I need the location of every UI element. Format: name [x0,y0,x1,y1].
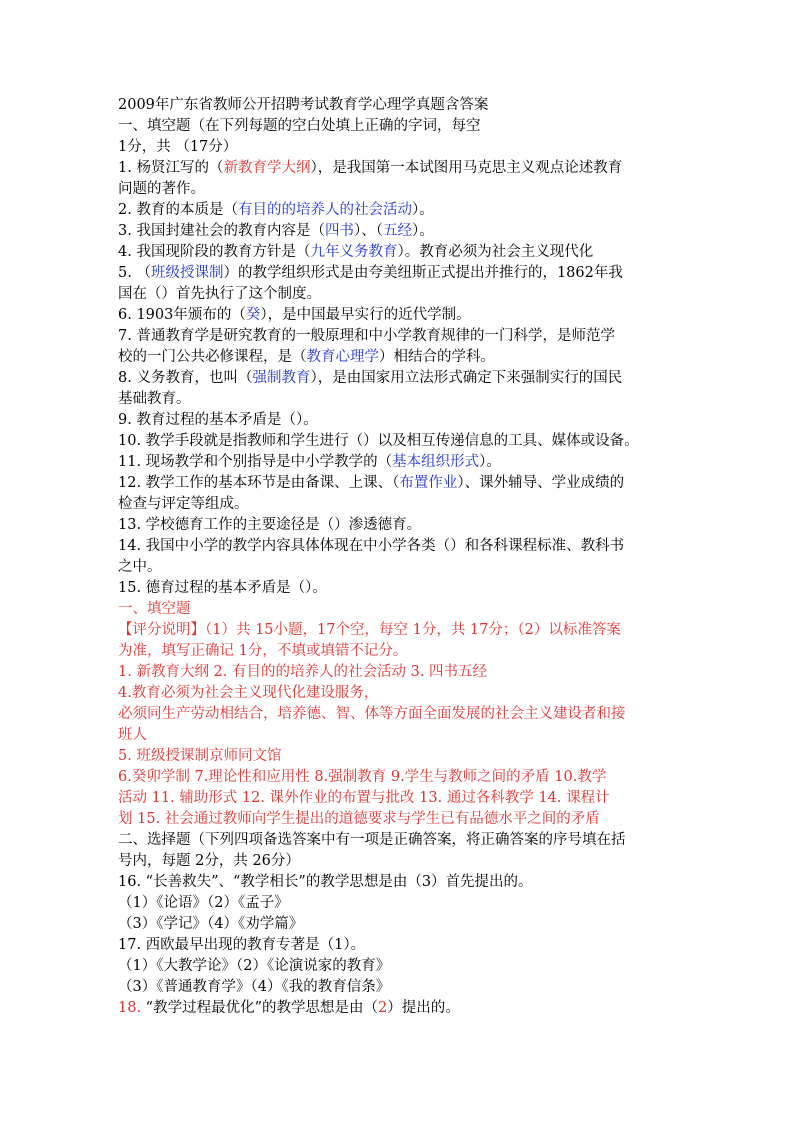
question-1 [118,158,684,179]
question-5-cont: 国在（）首先执行了这个制度。 [118,286,321,302]
answer-text: 有目的的培养人的社会活动 [237,202,412,218]
question-text: 12. 教学工作的基本环节是由备课、上课、（ [118,475,400,491]
question-3 [118,221,684,242]
question-12 [118,473,684,494]
question-text: 11. 现场教学和个别指导是中小学教学的（ [118,454,393,470]
question-16: 16. “长善救失”、“教学相长”的教学思想是由（3）首先提出的。 [118,874,533,890]
question-2 [118,200,684,221]
question-8 [118,368,684,389]
question-16-options: （1）《论语》（2）《孟子》 [118,895,289,911]
answer-key-line: 5. 班级授课制京师同文馆 [118,748,282,764]
question-text: ），是由国家用立法形式确定下来强制实行的国民 [310,370,623,386]
answer-text: 班级授课制 [150,265,224,281]
question-text: 4. 我国现阶段的教育方针是（ [118,244,311,260]
question-text: 5. （ [118,265,151,281]
answer-key-line: 6.癸卯学制 7.理论性和应用性 8.强制教育 9.学生与教师之间的矛盾 10.教学 [118,769,607,785]
question-number: 18. [118,1000,142,1016]
question-13: 13. 学校德育工作的主要途径是（）渗透德育。 [118,517,422,533]
answer-text: 教育心理学 [306,349,379,365]
answer-text: 癸 [245,307,261,323]
question-text: ），是我国第一本试图用马克思主义观点论述教育 [310,160,623,176]
question-text: ）、（ [353,223,383,239]
answer-text: 2 [378,1000,388,1016]
answer-key-line: 活动 11. 辅助形式 12. 课外作业的布置与批改 13. 通过各科教学 14. 课程计 [118,790,610,806]
document-body [118,95,684,1019]
question-text: 校的一门公共必修课程，是（ [118,349,307,365]
question-text: “教学过程最优化”的教学思想是由（ [141,1000,378,1016]
question-17-options: （3）《普通教育学》（4）《我的教育信条》 [118,979,391,995]
answer-text: 九年义务教育 [310,244,398,260]
question-16-options: （3）《学记》（4）《劝学篇》 [118,916,304,932]
question-17: 17. 西欧最早出现的教育专著是（1）。 [118,937,366,953]
question-12-cont: 检查与评定等组成。 [118,496,249,512]
question-text: ）提出的。 [387,1000,460,1016]
question-text: ）、课外辅导、学业成绩的 [457,475,625,491]
answer-key-line: 班人 [118,727,147,743]
question-text: ）。 [479,454,501,470]
question-text: 2. 教育的本质是（ [118,202,238,218]
question-text: 6. 1903年颁布的（ [118,307,246,323]
question-15: 15. 德育过程的基本矛盾是（）。 [118,580,327,596]
answer-key-line: 1. 新教育大纲 2. 有目的的培养人的社会活动 3. 四书五经 [118,664,488,680]
question-14: 14. 我国中小学的教学内容具体体现在中小学各类（）和各科课程标准、教科书 [118,538,625,554]
question-text: ），是中国最早实行的近代学制。 [260,307,471,323]
answer-text: 强制教育 [252,370,311,386]
section2-heading: 二、选择题（下列四项备选答案中有一项是正确答案，将正确答案的序号填在括 [118,832,626,848]
question-text: ）。 [411,202,434,218]
question-text: 1. 杨贤江写的（ [118,160,224,176]
question-9: 9. 教育过程的基本矛盾是（）。 [118,412,318,428]
question-text: ）的教学组织形式是由夸美纽斯正式提出并推行的，1862年我 [223,265,623,281]
section2-heading-cont: 号内，每题 2分，共 26分） [118,853,300,869]
question-18 [118,998,684,1019]
answer-text: 四书 [324,223,354,239]
question-7: 7. 普通教育学是研究教育的一般原理和中小学教育规律的一门科学，是师范学 [118,328,615,344]
question-17-options: （1）《大教学论》（2）《论演说家的教育》 [118,958,391,974]
question-8-cont: 基础教育。 [118,391,191,407]
question-text: ）相结合的学科。 [379,349,495,365]
section1-heading: 一、填空题（在下列每题的空白处填上正确的字词，每空 [118,118,481,134]
question-6 [118,305,684,326]
question-5 [118,263,684,284]
answer-text: 布置作业 [399,475,458,491]
question-4 [118,242,684,263]
answer-text: 基本组织形式 [392,454,480,470]
question-10: 10. 教学手段就是指教师和学生进行（）以及相互传递信息的工具、媒体或设备。 [118,433,639,449]
question-text: ）。 [411,223,434,239]
section1-heading-cont: 1分，共 （17分） [118,139,238,155]
question-text: 8. 义务教育，也叫（ [118,370,253,386]
answer-key-line: 划 15. 社会通过教师向学生提出的道德要求与学生已有品德水平之间的矛盾 [118,811,600,827]
answer-text: 五经 [382,223,412,239]
answer-key-line: 必须同生产劳动相结合，培养德、智、体等方面全面发展的社会主义建设者和接 [118,706,626,722]
question-11 [118,452,684,473]
question-text: 3. 我国封建社会的教育内容是（ [118,223,325,239]
answer-key-line: 4.教育必须为社会主义现代化建设服务， [118,685,379,701]
scoring-note-cont: 为准，填写正确记 1分，不填或填错不记分。 [118,643,408,659]
document-title: 2009年广东省教师公开招聘考试教育学心理学真题含答案 [118,97,489,113]
question-text: ）。教育必须为社会主义现代化 [397,244,594,260]
answer-key-heading: 一、填空题 [118,601,191,617]
question-7-cont [118,347,684,368]
question-1-cont: 问题的著作。 [118,181,205,197]
question-14-cont: 之中。 [118,559,162,575]
scoring-note: 【评分说明】（1）共 15小题，17个空，每空 1分，共 17分；（2）以标准答案 [118,622,621,638]
answer-text: 新教育学大纲 [223,160,311,176]
